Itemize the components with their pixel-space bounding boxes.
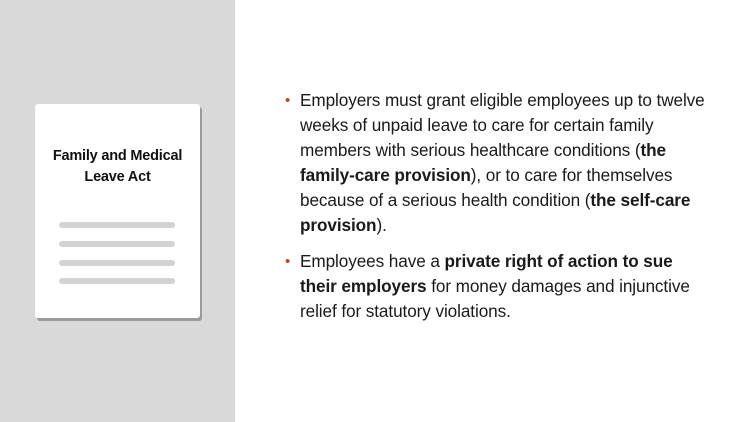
bullet-marker: • [285, 92, 291, 109]
bullet-list [285, 88, 705, 324]
document-title-line-2: Leave Act [84, 169, 151, 185]
bullet-item-right-of-action [285, 249, 705, 324]
document-text-line [59, 222, 175, 228]
document-text-line [59, 260, 175, 266]
document-title-line-1: Family and Medical [52, 148, 183, 164]
bullet-marker: • [285, 253, 291, 270]
bullet-bold-text: the self-care provision [300, 190, 691, 235]
document-title [35, 146, 200, 188]
left-panel [0, 0, 235, 422]
bullet-item-family-care [285, 88, 705, 238]
bullet-text: Employees have a [300, 251, 445, 271]
bullet-bold-text: the family-care provision [300, 140, 666, 185]
document-text-line [59, 278, 175, 284]
bullet-text: Employers must grant eligible employees up to twelve weeks of unpaid leave to care for certain family members with serious healthcare conditions ( [300, 90, 705, 160]
bullet-text: ). [376, 215, 387, 235]
document-text-line [59, 241, 175, 247]
bullet-text: ), or to care for themselves because of a serious health condition ( [300, 165, 673, 210]
bullet-text: for money damages and injunctive relief for statutory violations. [300, 276, 690, 321]
bullet-bold-text: private right of action to sue their employers [300, 251, 673, 296]
document-card [35, 104, 200, 318]
